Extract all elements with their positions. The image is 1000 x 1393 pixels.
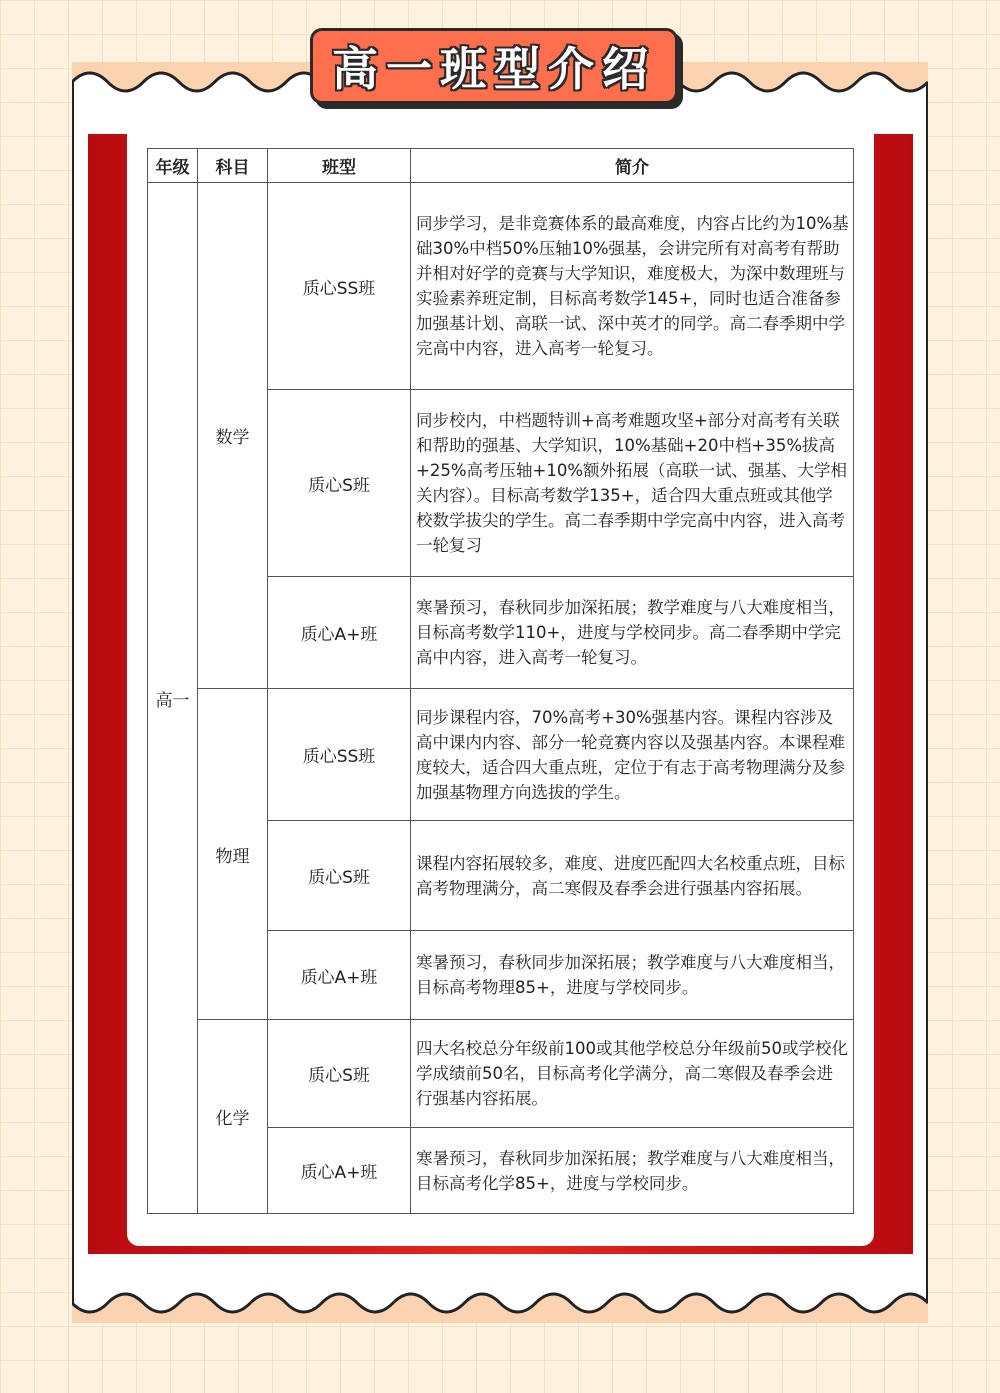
- description-cell: 寒暑预习，春秋同步加深拓展；教学难度与八大难度相当，目标高考物理85+，进度与学校同步。: [411, 931, 854, 1020]
- table-header-row: [148, 149, 854, 183]
- grade-cell: 高一: [148, 183, 198, 1214]
- description-cell: 寒暑预习，春秋同步加深拓展；教学难度与八大难度相当，目标高考数学110+，进度与学校同步。高二春季期中学完高中内容，进入高考一轮复习。: [411, 577, 854, 689]
- class-type-cell: 质心SS班: [268, 183, 411, 390]
- description-cell: 寒暑预习，春秋同步加深拓展；教学难度与八大难度相当，目标高考化学85+，进度与学校同步。: [411, 1128, 854, 1214]
- description-cell: 同步学习，是非竞赛体系的最高难度，内容占比约为10%基础30%中档50%压轴10%强基，会讲完所有对高考有帮助并相对好学的竞赛与大学知识，难度极大，为深中数理班与实验素养班定制，目标高考数学145+，同时也适合准备参加强基计划、高联一试、深中英才的同学。高二春季期中学完高中内容，进入高考一轮复习。: [411, 183, 854, 390]
- table-row: [148, 183, 854, 390]
- description-cell: 同步校内，中档题特训+高考难题攻坚+部分对高考有关联和帮助的强基、大学知识，10%基础+20中档+35%拔高+25%高考压轴+10%额外拓展（高联一试、强基、大学相关内容）。目标高考数学135+，适合四大重点班或其他学校数学拔尖的学生。高二春季期中学完高中内容，进入高考一轮复习: [411, 390, 854, 577]
- description-cell: 同步课程内容，70%高考+30%强基内容。课程内容涉及高中课内内容、部分一轮竞赛内容以及强基内容。本课程难度较大，适合四大重点班，定位于有志于高考物理满分及参加强基物理方向选拔的学生。: [411, 689, 854, 821]
- class-type-cell: 质心S班: [268, 821, 411, 931]
- bottom-wave-border: [72, 1283, 928, 1323]
- title-badge: [310, 28, 678, 104]
- description-cell: 四大名校总分年级前100或其他学校总分年级前50或学校化学成绩前50名，目标高考化学满分，高二寒假及春季会进行强基内容拓展。: [411, 1020, 854, 1128]
- header-class-type: 班型: [268, 149, 411, 183]
- wave-fill: [72, 1294, 928, 1323]
- page-title: 高一班型介绍: [332, 42, 656, 96]
- table-row: [148, 689, 854, 821]
- class-type-cell: 质心S班: [268, 390, 411, 577]
- description-cell: 课程内容拓展较多，难度、进度匹配四大名校重点班，目标高考物理满分，高二寒假及春季会进行强基内容拓展。: [411, 821, 854, 931]
- class-type-cell: 质心SS班: [268, 689, 411, 821]
- subject-cell-math: 数学: [198, 183, 268, 689]
- class-type-cell: 质心S班: [268, 1020, 411, 1128]
- header-description: 简介: [411, 149, 854, 183]
- class-type-cell: 质心A+班: [268, 931, 411, 1020]
- header-grade: 年级: [148, 149, 198, 183]
- course-table: [147, 148, 854, 1214]
- class-type-cell: 质心A+班: [268, 577, 411, 689]
- header-subject: 科目: [198, 149, 268, 183]
- subject-cell-chemistry: 化学: [198, 1020, 268, 1214]
- table-row: [148, 1020, 854, 1128]
- subject-cell-physics: 物理: [198, 689, 268, 1020]
- class-type-cell: 质心A+班: [268, 1128, 411, 1214]
